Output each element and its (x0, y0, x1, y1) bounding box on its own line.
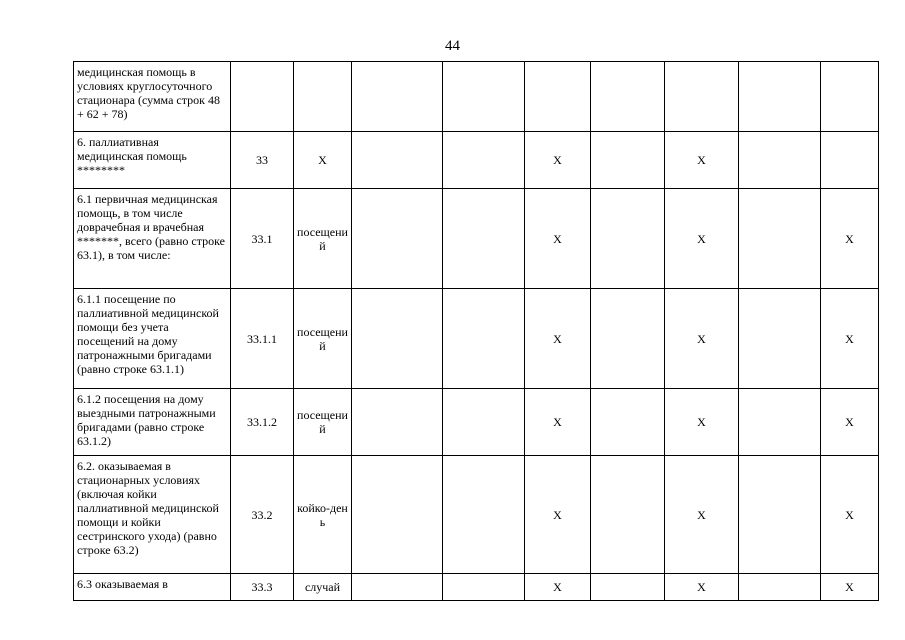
cell-c6: Х (525, 132, 591, 189)
cell-c9 (739, 189, 821, 289)
cell-c6: Х (525, 189, 591, 289)
cell-c4 (352, 289, 443, 389)
page-number: 44 (445, 38, 460, 54)
cell-c4 (352, 389, 443, 456)
cell-c4 (352, 62, 443, 132)
cell-c7 (591, 574, 665, 601)
table-row (74, 189, 879, 289)
data-table (73, 61, 879, 601)
cell-c4 (352, 456, 443, 574)
table-row (74, 456, 879, 574)
cell-name: 6. паллиативная медицинская помощь ******** (74, 132, 231, 189)
cell-c4 (352, 574, 443, 601)
cell-c10: Х (821, 456, 879, 574)
cell-c5 (443, 289, 525, 389)
cell-c10: Х (821, 389, 879, 456)
cell-c5 (443, 189, 525, 289)
table-row (74, 289, 879, 389)
cell-c10: Х (821, 289, 879, 389)
cell-c7 (591, 189, 665, 289)
cell-c10: Х (821, 189, 879, 289)
cell-unit (294, 62, 352, 132)
cell-c9 (739, 389, 821, 456)
cell-name: 6.1.2 посещения на дому выездными патронажными бригадами (равно строке 63.1.2) (74, 389, 231, 456)
cell-name: 6.1.1 посещение по паллиативной медицинской помощи без учета посещений на дому патронажными бригадами (равно строке 63.1.1) (74, 289, 231, 389)
cell-c10: Х (821, 574, 879, 601)
table-row (74, 574, 879, 601)
cell-c9 (739, 456, 821, 574)
cell-c7 (591, 132, 665, 189)
cell-unit: койко-день (294, 456, 352, 574)
cell-c6: Х (525, 456, 591, 574)
cell-c9 (739, 132, 821, 189)
cell-c7 (591, 456, 665, 574)
cell-c6: Х (525, 574, 591, 601)
table-row (74, 62, 879, 132)
table-row (74, 389, 879, 456)
cell-c8: Х (665, 189, 739, 289)
cell-code (231, 62, 294, 132)
cell-c5 (443, 132, 525, 189)
cell-c4 (352, 132, 443, 189)
table-row (74, 132, 879, 189)
cell-unit: случай (294, 574, 352, 601)
cell-c4 (352, 189, 443, 289)
cell-c8: Х (665, 132, 739, 189)
cell-c9 (739, 574, 821, 601)
cell-code: 33.1 (231, 189, 294, 289)
cell-code: 33.1.1 (231, 289, 294, 389)
cell-name: 6.1 первичная медицинская помощь, в том числе доврачебная и врачебная *******, всего (равно строке 63.1), в том числе: (74, 189, 231, 289)
cell-c8 (665, 62, 739, 132)
cell-c9 (739, 62, 821, 132)
cell-unit: посещений (294, 389, 352, 456)
cell-c9 (739, 289, 821, 389)
cell-c8: Х (665, 456, 739, 574)
cell-code: 33.1.2 (231, 389, 294, 456)
cell-name: медицинская помощь в условиях круглосуточного стационара (сумма строк 48 + 62 + 78) (74, 62, 231, 132)
cell-c7 (591, 389, 665, 456)
cell-c6 (525, 62, 591, 132)
cell-c8: Х (665, 289, 739, 389)
cell-c7 (591, 289, 665, 389)
cell-code: 33 (231, 132, 294, 189)
cell-code: 33.2 (231, 456, 294, 574)
cell-code: 33.3 (231, 574, 294, 601)
cell-unit: посещений (294, 189, 352, 289)
cell-c5 (443, 456, 525, 574)
cell-c7 (591, 62, 665, 132)
cell-unit: посещений (294, 289, 352, 389)
cell-c5 (443, 574, 525, 601)
cell-unit: Х (294, 132, 352, 189)
cell-c6: Х (525, 389, 591, 456)
cell-c8: Х (665, 574, 739, 601)
cell-name: 6.2. оказываемая в стационарных условиях (включая койки паллиативной медицинской помощи и койки сестринского ухода) (равно строке 63.2) (74, 456, 231, 574)
cell-c8: Х (665, 389, 739, 456)
cell-c5 (443, 62, 525, 132)
cell-c5 (443, 389, 525, 456)
cell-c10 (821, 62, 879, 132)
cell-c10 (821, 132, 879, 189)
cell-c6: Х (525, 289, 591, 389)
cell-name: 6.3 оказываемая в (74, 574, 231, 601)
